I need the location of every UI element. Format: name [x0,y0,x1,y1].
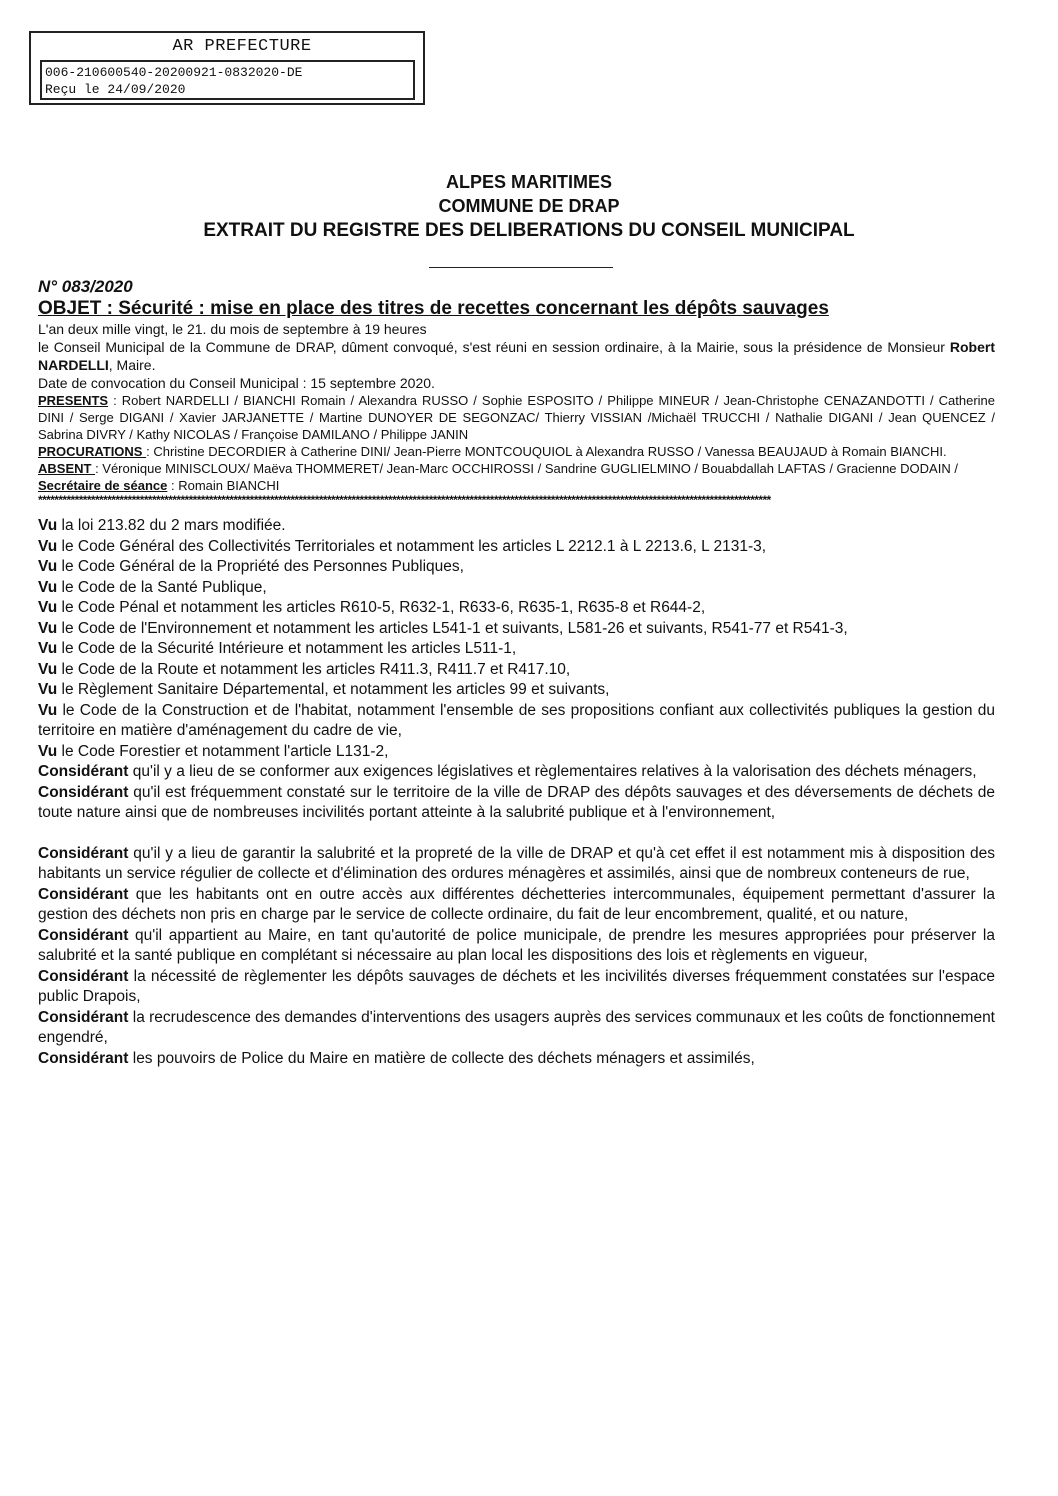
paragraph-text: le Code Général de la Propriété des Personnes Publiques, [57,558,464,575]
paragraph-keyword: Vu [38,742,58,760]
visa-paragraph [38,680,995,701]
visa-paragraph [38,619,995,640]
paragraph-text: la loi 213.82 du 2 mars modifiée. [57,517,286,534]
visa-paragraph [38,537,995,558]
presents-list [38,392,995,443]
paragraph-keyword: Considérant [38,844,129,862]
session-statement-start: le Conseil Municipal de la Commune de DRAP, dûment convoqué, s'est réuni en session ordinaire, à la Mairie, sous la présidence de Monsieur [38,339,950,355]
convocation-date: Date de convocation du Conseil Municipal : 15 septembre 2020. [38,375,435,391]
stamp-reference: 006-210600540-20200921-0832020-DE [45,65,303,80]
presents-names: : Robert NARDELLI / BIANCHI Romain / Alexandra RUSSO / Sophie ESPOSITO / Philippe MINEUR / Jean-Christophe CENAZANDOTTI / Catherine DINI / Serge DIGANI / Xavier JARJANETTE / Martine DUNOYER DE SEGONZAC/ Thierry VISSIAN /Michaël TRUCCHI / Nathalie DIGANI / Jean QUENCEZ / Sabrina DIVRY / Kathy NICOLAS / Françoise DAMILANO / Philippe JANIN [38,393,995,442]
visa-paragraph [38,639,995,660]
considerant-paragraph [38,844,995,885]
paragraph-keyword: Considérant [38,763,129,780]
session-date: L'an deux mille vingt, le 21. du mois de septembre à 19 heures [38,321,427,337]
paragraph-text: les pouvoirs de Police du Maire en matière de collecte des déchets ménagers et assimilés, [128,1049,755,1067]
paragraph-text: le Code de la Santé Publique, [57,578,267,596]
session-statement-end: , Maire. [108,357,156,373]
document-header [0,170,1058,244]
department-name: ALPES MARITIMES [445,172,612,192]
paragraph-text: le Code de la Construction et de l'habitat, notamment l'ensemble de ses propositions confiant aux collectivités publiques la gestion du territoire en matière d'aménagement du cadre de vie, [38,701,995,739]
paragraph-keyword: Vu [38,701,58,719]
considerant-paragraph [38,926,995,967]
paragraph-text: qu'il est fréquemment constaté sur le territoire de la ville de DRAP des dépôts sauvages et des déversements de déchets de toute nature ainsi que de nombreuses incivilités portant atteinte à la salubrité publique et à l'environnement, [38,783,995,821]
paragraph-keyword: Vu [38,578,58,596]
paragraph-text: le Code Pénal et notamment les articles R610-5, R632-1, R633-6, R635-1, R635-8 et R644-2, [57,599,706,616]
considerant-paragraph [38,1008,995,1049]
absent-names: : Véronique MINISCLOUX/ Maëva THOMMERET/ Jean-Marc OCCHIROSSI / Sandrine GUGLIELMINO / Bouabdallah LAFTAS / Gracienne DODAIN / [95,461,958,476]
visa-paragraph [38,578,995,599]
deliberation-number: N° 083/2020 [38,277,133,296]
paragraph-keyword: Considérant [38,1049,129,1067]
paragraph-keyword: Vu [38,681,58,698]
paragraph-keyword: Vu [38,558,58,575]
header-divider [429,267,613,268]
visa-paragraph [38,598,995,619]
considerant-paragraph [38,967,995,1008]
paragraph-keyword: Vu [38,660,58,678]
session-statement [38,338,995,374]
paragraph-text: qu'il appartient au Maire, en tant qu'autorité de police municipale, de prendre les mesures appropriées pour préserver la salubrité et la santé publique en complétant si nécessaire au plan local les dispositions des lois et règlements en vigueur, [38,926,995,964]
paragraph-text: le Code de la Sécurité Intérieure et notamment les articles L511-1, [57,640,517,657]
procurations-names: : Christine DECORDIER à Catherine DINI/ Jean-Pierre MONTCOUQUIOL à Alexandra RUSSO / Vanessa BEAUJAUD à Romain BIANCHI. [146,444,947,459]
secretary-line [38,477,995,494]
visa-paragraph [38,762,995,783]
paragraph-text: le Code Général des Collectivités Territoriales et notamment les articles L 2212.1 à L 2213.6, L 2131-3, [57,537,767,555]
absent-list [38,460,995,477]
paragraph-keyword: Considérant [38,967,129,985]
paragraph-keyword: Considérant [38,885,129,903]
secretary-label: Secrétaire de séance [38,478,168,493]
stamp-details [40,60,415,100]
visa-paragraph [38,742,995,763]
procurations-list [38,443,995,460]
visa-paragraph [38,557,995,578]
paragraph-text: la nécessité de règlementer les dépôts sauvages de déchets et les incivilités diverses fréquemment constatées sur l'espace public Drapois, [38,967,995,1005]
considerants-list [38,844,995,1070]
paragraph-keyword: Vu [38,517,58,534]
paragraph-text: la recrudescence des demandes d'interventions des usagers auprès des services communaux et les coûts de fonctionnement engendré, [38,1008,995,1046]
visa-paragraph [38,516,995,537]
deliberation-objet: OBJET : Sécurité : mise en place des titres de recettes concernant les dépôts sauvages [38,298,829,319]
paragraph-text: le Code de l'Environnement et notamment les articles L541-1 et suivants, L581-26 et suivants, R541-77 et R541-3, [57,619,848,637]
visas-list [38,516,995,824]
document-title: EXTRAIT DU REGISTRE DES DELIBERATIONS DU CONSEIL MUNICIPAL [203,220,855,241]
prefecture-stamp [29,31,425,105]
separator-line: ************************************************************************************************************************************************************************************ [38,494,771,506]
considerant-paragraph [38,1049,995,1070]
considerant-paragraph [38,885,995,926]
absent-label: ABSENT [38,461,96,476]
visa-paragraph [38,660,995,681]
paragraph-keyword: Vu [38,537,58,555]
paragraph-keyword: Vu [38,599,58,616]
paragraph-keyword: Considérant [38,1008,129,1026]
visa-paragraph [38,701,995,742]
paragraph-text: qu'il y a lieu de garantir la salubrité et la propreté de la ville de DRAP et qu'à cet effet il est notamment mis à disposition des habitants un service régulier de collecte et d'élimination des ordures ménagères et assimilés, ainsi que de nombreux conteneurs de rue, [38,844,995,882]
stamp-title: AR PREFECTURE [172,37,312,56]
paragraph-keyword: Considérant [38,783,129,801]
mayor-name: Robert NARDELLI [38,339,995,373]
paragraph-keyword: Considérant [38,926,129,944]
paragraph-text: le Code Forestier et notamment l'article L131-2, [57,742,389,760]
paragraph-text: qu'il y a lieu de se conformer aux exigences législatives et règlementaires relatives à la valorisation des déchets ménagers, [128,763,977,780]
commune-name: COMMUNE DE DRAP [438,196,620,216]
paragraph-text: le Code de la Route et notamment les articles R411.3, R411.7 et R417.10, [57,660,571,678]
deliberation-body [38,276,995,1069]
presents-label: PRESENTS [38,393,109,408]
paragraph-keyword: Vu [38,640,58,657]
paragraph-keyword: Vu [38,619,58,637]
secretary-name: : Romain BIANCHI [167,478,280,493]
paragraph-text: le Règlement Sanitaire Départemental, et notamment les articles 99 et suivants, [57,681,610,698]
paragraph-text: que les habitants ont en outre accès aux différentes déchetteries intercommunales, équipement permettant d'assurer la gestion des déchets non pris en charge par le service de collecte ordinaire, du fait de leur encombrement, qualité, et ou nature, [38,885,995,923]
visa-paragraph [38,783,995,824]
procurations-label: PROCURATIONS [38,444,147,459]
stamp-received-date: Reçu le 24/09/2020 [45,82,186,97]
